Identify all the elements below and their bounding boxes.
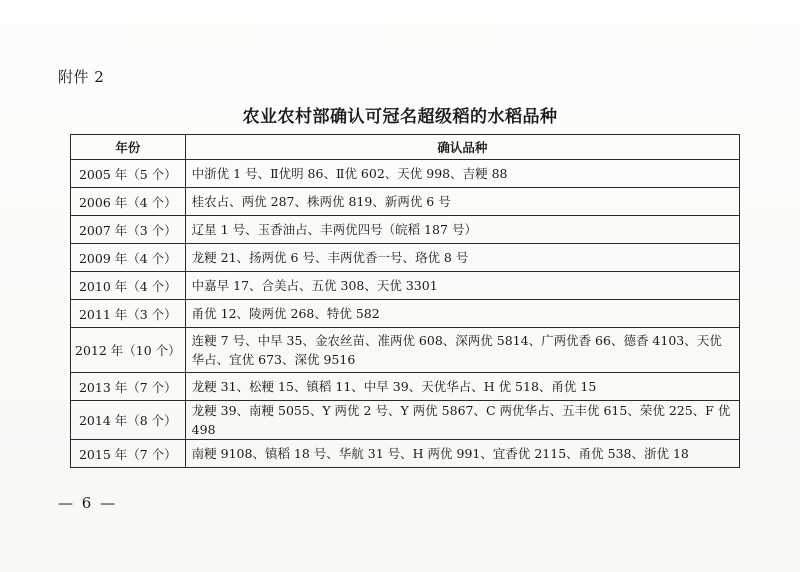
table-row bbox=[71, 328, 740, 373]
table-row bbox=[71, 216, 740, 244]
year-cell: 2012 年（10 个） bbox=[71, 328, 186, 373]
varieties-cell: 龙粳 21、扬两优 6 号、丰两优香一号、珞优 8 号 bbox=[185, 244, 739, 272]
varieties-column-header: 确认品种 bbox=[185, 135, 739, 160]
year-cell: 2006 年（4 个） bbox=[71, 188, 186, 216]
varieties-cell: 中嘉早 17、合美占、五优 308、天优 3301 bbox=[185, 272, 739, 300]
table-row bbox=[71, 401, 740, 440]
year-cell: 2013 年（7 个） bbox=[71, 373, 186, 401]
year-cell: 2007 年（3 个） bbox=[71, 216, 186, 244]
varieties-cell: 龙粳 39、南粳 5055、Y 两优 2 号、Y 两优 5867、C 两优华占、五丰优 615、荣优 225、F 优 498 bbox=[185, 401, 739, 440]
year-cell: 2014 年（8 个） bbox=[71, 401, 186, 440]
table-row bbox=[71, 188, 740, 216]
document-title: 农业农村部确认可冠名超级稻的水稻品种 bbox=[242, 107, 558, 127]
page-number: — 6 — bbox=[58, 494, 118, 512]
year-cell: 2005 年（5 个） bbox=[71, 160, 186, 188]
table-row bbox=[71, 373, 740, 401]
table-row bbox=[71, 244, 740, 272]
varieties-cell: 龙粳 31、松粳 15、镇稻 11、中早 39、天优华占、H 优 518、甬优 15 bbox=[185, 373, 739, 401]
table-row bbox=[71, 272, 740, 300]
year-column-header: 年份 bbox=[71, 135, 186, 160]
year-cell: 2010 年（4 个） bbox=[71, 272, 186, 300]
table-row bbox=[71, 440, 740, 468]
year-cell: 2011 年（3 个） bbox=[71, 300, 186, 328]
varieties-cell: 连粳 7 号、中早 35、金农丝苗、准两优 608、深两优 5814、广两优香 66、德香 4103、天优华占、宜优 673、深优 9516 bbox=[185, 328, 739, 373]
table-row bbox=[71, 300, 740, 328]
varieties-cell: 南粳 9108、镇稻 18 号、华航 31 号、H 两优 991、宜香优 2115、甬优 538、浙优 18 bbox=[185, 440, 739, 468]
table-header-row bbox=[71, 135, 740, 160]
rice-varieties-table bbox=[70, 134, 740, 468]
varieties-cell: 甬优 12、陵两优 268、特优 582 bbox=[185, 300, 739, 328]
varieties-cell: 桂农占、两优 287、株两优 819、新两优 6 号 bbox=[185, 188, 739, 216]
table-row bbox=[71, 160, 740, 188]
year-cell: 2009 年（4 个） bbox=[71, 244, 186, 272]
year-cell: 2015 年（7 个） bbox=[71, 440, 186, 468]
varieties-cell: 中浙优 1 号、Ⅱ优明 86、Ⅱ优 602、天优 998、吉粳 88 bbox=[185, 160, 739, 188]
varieties-cell: 辽星 1 号、玉香油占、丰两优四号（皖稻 187 号） bbox=[185, 216, 739, 244]
attachment-label: 附件 2 bbox=[58, 68, 105, 86]
